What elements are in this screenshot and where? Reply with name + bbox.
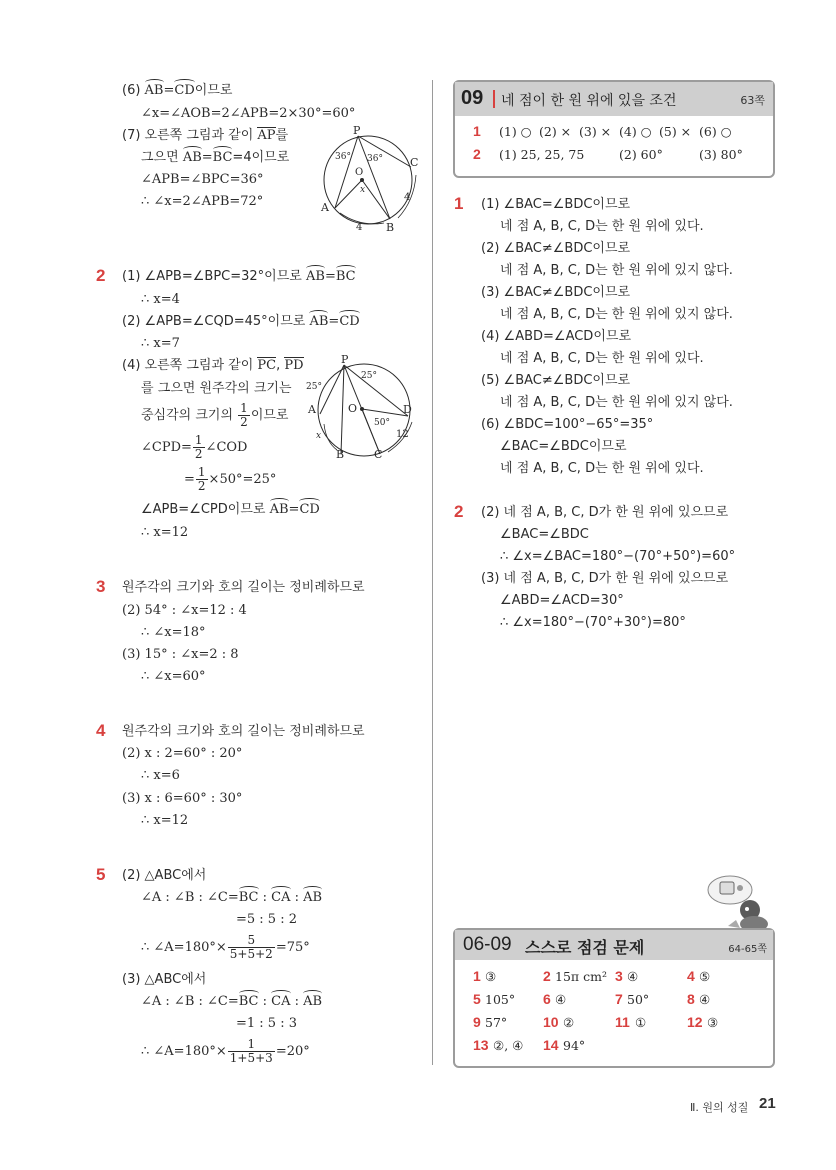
angle-label-2: 25° — [361, 371, 377, 381]
p7-line4: ∴ ∠x=2∠APB=72° — [141, 194, 264, 209]
arc-cd: CD — [339, 314, 360, 329]
answer-value: 94° — [563, 1038, 586, 1053]
q5-line6: ∠A : ∠B : ∠C=BC : CA : AB — [141, 994, 323, 1009]
r-q1-line4: 네 점 A, B, C, D는 한 원 위에 있지 않다. — [500, 263, 733, 278]
answer-box-06-09 — [453, 928, 775, 1068]
page-number: 21 — [759, 1095, 776, 1112]
q2-4-line4: ∠CPD= $\frac{1}{2}$ ∠COD — [141, 433, 248, 461]
box-page-ref: 63쪽 — [740, 94, 765, 107]
q4-line4: (3) x : 6=60° : 30° — [122, 791, 243, 806]
box-title: 스스로 점검 문제 — [525, 938, 645, 957]
label-a: A — [321, 201, 329, 214]
arc-cd: CD — [299, 502, 320, 517]
q3-line2: (2) 54° : ∠x=12 : 4 — [122, 603, 247, 618]
p6-line2: ∠x=∠AOB=2∠APB=2×30°=60° — [141, 106, 356, 121]
circle-figure-2 — [300, 352, 428, 462]
answer-number: 9 — [473, 1014, 481, 1030]
q5-line5: (3) △ABC에서 — [122, 972, 207, 987]
box-title: 네 점이 한 원 위에 있을 조건 — [501, 93, 677, 109]
answer-value: ③ — [485, 969, 497, 984]
q5-line7: =1 : 5 : 3 — [236, 1016, 297, 1031]
answer-box-header — [455, 82, 773, 116]
r-q1-line10: 네 점 A, B, C, D는 한 원 위에 있지 않다. — [500, 395, 733, 410]
answer-number: 4 — [687, 968, 695, 984]
label-o: O — [348, 402, 358, 415]
answer-number: 3 — [615, 968, 623, 984]
label-x: x — [360, 185, 366, 195]
answer-value: 15π cm² — [555, 969, 607, 984]
q3-line3: ∴ ∠x=18° — [141, 625, 206, 640]
q3-line4: (3) 15° : ∠x=2 : 8 — [122, 647, 239, 662]
q2-2-line2: ∴ x=7 — [141, 336, 180, 351]
p7-line1: (7) 오른쪽 그림과 같이 AP를 — [122, 128, 289, 143]
answer-1-2: (2) × — [539, 124, 572, 139]
p6-line1: (6) AB=CD이므로 — [122, 83, 233, 98]
q2-1-line2: ∴ x=4 — [141, 292, 180, 307]
fraction: $\frac{1}{2}$ — [194, 433, 203, 461]
arc-ca: CA — [271, 890, 291, 905]
arc-ab: AB — [269, 502, 289, 517]
p7-line3: ∠APB=∠BPC=36° — [141, 172, 264, 187]
fraction: $\frac{1}{2}$ — [197, 465, 206, 493]
right-question-number-2: 2 — [454, 502, 464, 521]
q5-line4: ∴ ∠A=180°× $\frac{5}{5+5+2}$ =75° — [141, 933, 310, 961]
answer-number: 6 — [543, 991, 551, 1007]
answer-value: ②, ④ — [493, 1038, 524, 1053]
answer-value: 105° — [485, 992, 516, 1007]
q4-line2: (2) x : 2=60° : 20° — [122, 746, 243, 761]
label-a: A — [308, 403, 316, 416]
arc-cd: CD — [174, 83, 195, 98]
label-p: P — [353, 124, 361, 137]
answer-number: 1 — [473, 968, 481, 984]
r-q2-line5: ∠ABD=∠ACD=30° — [500, 593, 624, 608]
label-d: D — [403, 403, 412, 416]
length-label-2: 4 — [404, 192, 411, 203]
answer-2-3: (3) 80° — [699, 147, 743, 162]
arc-ca: CA — [271, 994, 291, 1009]
box-page-ref: 64-65쪽 — [728, 944, 767, 955]
question-number-5: 5 — [96, 865, 106, 884]
answer-row-number-2: 2 — [473, 146, 481, 162]
mascot-illustration — [700, 868, 774, 932]
r-q1-line5: (3) ∠BAC≠∠BDC이므로 — [481, 285, 631, 300]
footer-chapter: Ⅱ. 원의 성질 — [690, 1101, 749, 1114]
answer-2-1: (1) 25, 25, 75 — [499, 147, 585, 162]
r-q1-line11: (6) ∠BDC=100°−65°=35° — [481, 417, 654, 432]
answer-value: ④ — [627, 969, 639, 984]
arc-bc: BC — [335, 269, 356, 284]
q4-line5: ∴ x=12 — [141, 813, 189, 828]
answer-1-1: (1) ○ — [499, 124, 532, 139]
box-code: 06-09 — [463, 934, 512, 955]
answer-number: 13 — [473, 1037, 489, 1053]
label-x: x — [316, 431, 322, 441]
r-q2-line3: ∴ ∠x=∠BAC=180°−(70°+50°)=60° — [500, 549, 736, 564]
answer-number: 14 — [543, 1037, 559, 1053]
angle-label-1: 25° — [306, 382, 322, 392]
r-q2-line1: (2) 네 점 A, B, C, D가 한 원 위에 있으므로 — [481, 505, 729, 520]
r-q1-line8: 네 점 A, B, C, D는 한 원 위에 있다. — [500, 351, 704, 366]
answer-number: 12 — [687, 1014, 703, 1030]
answer-value: ④ — [555, 992, 567, 1007]
answer-box-09 — [453, 80, 775, 178]
right-question-number-1: 1 — [454, 194, 464, 213]
length-label-1: 4 — [356, 222, 363, 233]
r-q1-line6: 네 점 A, B, C, D는 한 원 위에 있지 않다. — [500, 307, 733, 322]
answer-1-6: (6) ○ — [699, 124, 732, 139]
angle-label-3: 50° — [374, 418, 390, 428]
q2-4-line6: ∠APB=∠CPD이므로 AB=CD — [141, 502, 320, 517]
arc-bc: BC — [238, 890, 259, 905]
arc-ab: AB — [309, 314, 329, 329]
answer-1-4: (4) ○ — [619, 124, 652, 139]
answer-value: 57° — [485, 1015, 508, 1030]
answer-number: 2 — [543, 968, 551, 984]
arc-ab: AB — [303, 994, 323, 1009]
r-q2-line2: ∠BAC=∠BDC — [500, 527, 589, 542]
r-q1-line12: ∠BAC=∠BDC이므로 — [500, 439, 627, 454]
answer-1-3: (3) × — [579, 124, 612, 139]
answer-box-header — [455, 930, 773, 960]
arc-ab: AB — [144, 83, 164, 98]
segment-pd: PD — [284, 358, 304, 373]
arc-ab: AB — [303, 890, 323, 905]
label-c: C — [374, 448, 383, 461]
answer-value: ④ — [699, 992, 711, 1007]
circle-figure-1 — [310, 123, 432, 235]
header-accent-bar — [493, 90, 495, 108]
q3-line1: 원주각의 크기와 호의 길이는 정비례하므로 — [122, 580, 365, 595]
q2-2-line1: (2) ∠APB=∠CQD=45°이므로 AB=CD — [122, 314, 360, 329]
q4-line3: ∴ x=6 — [141, 768, 180, 783]
q2-1-line1: (1) ∠APB=∠BPC=32°이므로 AB=BC — [122, 269, 356, 284]
fraction: $\frac{1}{1+5+3}$ — [229, 1037, 273, 1065]
segment-ap: AP — [257, 128, 276, 143]
r-q1-line13: 네 점 A, B, C, D는 한 원 위에 있다. — [500, 461, 704, 476]
answer-value: ① — [635, 1015, 647, 1030]
q5-line8: ∴ ∠A=180°× $\frac{1}{1+5+3}$ =20° — [141, 1037, 310, 1065]
q2-4-line5: = $\frac{1}{2}$ ×50°=25° — [184, 465, 277, 493]
q5-line1: (2) △ABC에서 — [122, 868, 207, 883]
r-q1-line1: (1) ∠BAC=∠BDC이므로 — [481, 197, 631, 212]
arc-ab: AB — [305, 269, 325, 284]
answer-value: ③ — [707, 1015, 719, 1030]
answer-2-2: (2) 60° — [619, 147, 663, 162]
angle-label-2: 36° — [367, 154, 383, 164]
q5-line2: ∠A : ∠B : ∠C=BC : CA : AB — [141, 890, 323, 905]
label-b: B — [386, 221, 395, 234]
answer-number: 11 — [615, 1014, 630, 1030]
r-q1-line2: 네 점 A, B, C, D는 한 원 위에 있다. — [500, 219, 704, 234]
label-o: O — [355, 167, 364, 178]
fraction: $\frac{5}{5+5+2}$ — [229, 933, 273, 961]
question-number-3: 3 — [96, 577, 106, 596]
p7-line2: 그으면 AB=BC=4이므로 — [141, 150, 290, 165]
answer-number: 5 — [473, 991, 481, 1007]
r-q1-line9: (5) ∠BAC≠∠BDC이므로 — [481, 373, 631, 388]
answer-number: 10 — [543, 1014, 559, 1030]
answer-row-number-1: 1 — [473, 123, 481, 139]
q2-4-line1: (4) 오른쪽 그림과 같이 PC, PD — [122, 358, 304, 373]
arc-ab: AB — [182, 150, 202, 165]
answer-number: 8 — [687, 991, 695, 1007]
arc-bc: BC — [212, 150, 233, 165]
answer-value: ② — [563, 1015, 575, 1030]
r-q1-line7: (4) ∠ABD=∠ACD이므로 — [481, 329, 631, 344]
q4-line1: 원주각의 크기와 호의 길이는 정비례하므로 — [122, 724, 365, 739]
r-q2-line6: ∴ ∠x=180°−(70°+30°)=80° — [500, 615, 686, 630]
q2-4-line3: 중심각의 크기의 $\frac{1}{2}$ 이므로 — [141, 401, 289, 429]
length-label-1: 12 — [396, 429, 409, 440]
question-number-2: 2 — [96, 266, 106, 285]
label-b: B — [336, 448, 345, 461]
arc-bc: BC — [238, 994, 259, 1009]
answer-value: ⑤ — [699, 969, 711, 984]
q2-4-line7: ∴ x=12 — [141, 525, 189, 540]
label-p: P — [341, 353, 349, 366]
label-c: C — [410, 156, 419, 169]
q3-line5: ∴ ∠x=60° — [141, 669, 206, 684]
answer-1-5: (5) × — [659, 124, 692, 139]
q5-line3: =5 : 5 : 2 — [236, 912, 297, 927]
answer-value: 50° — [627, 992, 650, 1007]
r-q2-line4: (3) 네 점 A, B, C, D가 한 원 위에 있으므로 — [481, 571, 729, 586]
q2-4-line2: 를 그으면 원주각의 크기는 — [141, 381, 292, 396]
question-number-4: 4 — [96, 721, 106, 740]
answer-number: 7 — [615, 991, 623, 1007]
angle-label-1: 36° — [335, 152, 351, 162]
column-divider — [432, 80, 433, 1065]
segment-pc: PC — [257, 358, 277, 373]
fraction: $\frac{1}{2}$ — [240, 401, 248, 429]
r-q1-line3: (2) ∠BAC≠∠BDC이므로 — [481, 241, 631, 256]
box-code: 09 — [461, 87, 484, 109]
